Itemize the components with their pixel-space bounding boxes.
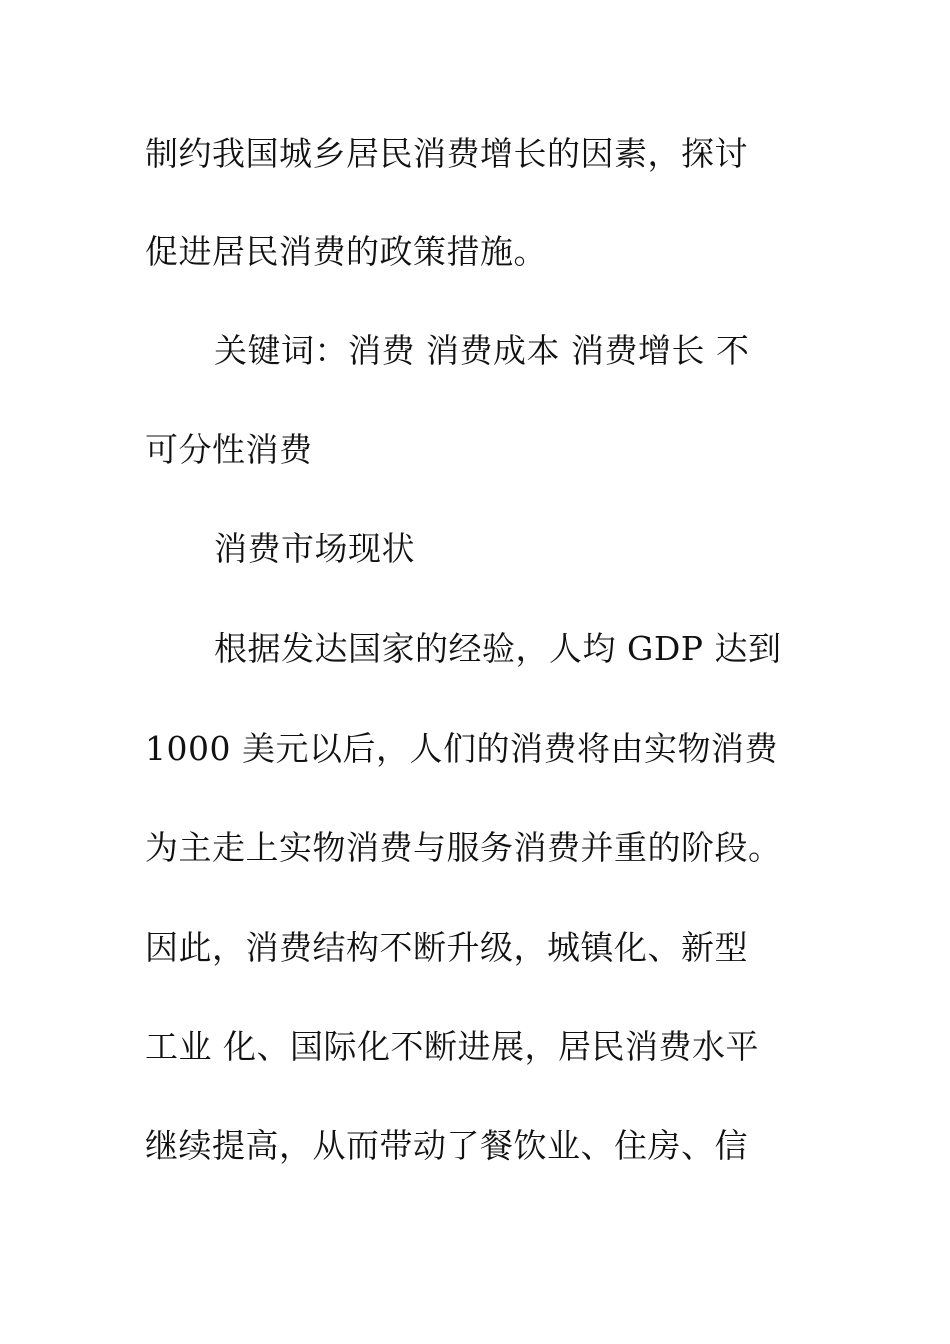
paragraph-line: 因此，消费结构不断升级，城镇化、新型 [145, 928, 748, 967]
paragraph-line: 1000 美元以后，人们的消费将由实物消费 [145, 729, 778, 768]
paragraph-line: 继续提高，从而带动了餐饮业、住房、信 [145, 1126, 748, 1165]
paragraph-line: 工业 化、国际化不断进展，居民消费水平 [145, 1027, 759, 1066]
keywords-line: 可分性消费 [145, 430, 313, 469]
paragraph-line: 为主走上实物消费与服务消费并重的阶段。 [145, 828, 782, 867]
keywords-line: 关键词：消费 消费成本 消费增长 不 [214, 331, 750, 370]
paragraph-line: 根据发达国家的经验，人均 GDP 达到 [214, 629, 782, 668]
paragraph-line: 促进居民消费的政策措施。 [145, 232, 547, 271]
section-heading: 消费市场现状 [214, 529, 415, 568]
paragraph-line: 制约我国城乡居民消费增长的因素，探讨 [145, 134, 748, 173]
